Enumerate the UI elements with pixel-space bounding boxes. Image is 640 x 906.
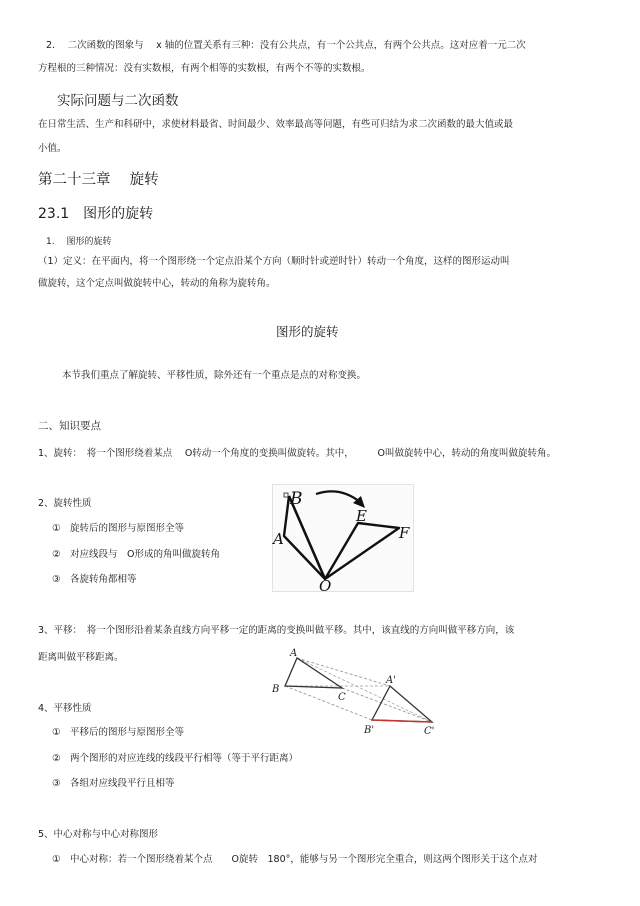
list-item: ③ 各旋转角都相等 (52, 574, 137, 585)
point-a-label: A (273, 530, 284, 548)
point-e-label: E (356, 507, 367, 525)
translation-figure (268, 646, 444, 740)
point-b-prime-label: B' (364, 725, 375, 736)
rotation-properties-heading: 2、旋转性质 (38, 498, 92, 509)
point-a-prime-label: A' (386, 675, 396, 686)
point-o-label: O (319, 577, 332, 592)
chapter-heading: 第二十三章 旋转 (38, 172, 159, 188)
point-b-label: B (290, 489, 303, 509)
list-item: ③ 各组对应线段平行且相等 (52, 778, 175, 789)
translation-properties-heading: 4、平移性质 (38, 703, 92, 714)
point-c-prime-label: C' (424, 726, 435, 737)
paragraph-line: 方程根的三种情况：没有实数根，有两个相等的实数根，有两个不等的实数根。 (38, 63, 371, 74)
points-heading: 二、知识要点 (38, 420, 101, 432)
paragraph-line: 做旋转，这个定点叫做旋转中心，转动的角称为旋转角。 (38, 278, 276, 289)
paragraph-line: 小值。 (38, 143, 67, 154)
rotation-definition: 1、旋转： 将一个图形绕着某点 O转动一个角度的变换叫做旋转。其中， O叫做旋转中心，转动的角度叫做旋转角。 (38, 448, 557, 459)
point-b-label: B (272, 684, 280, 695)
point-f-label: F (399, 524, 410, 542)
list-item: ② 对应线段与 O形成的角叫做旋转角 (52, 549, 220, 560)
subheading-practical: 实际问题与二次函数 (57, 93, 179, 109)
paragraph-line: 本节我们重点了解旋转、平移性质，除外还有一个重点是点的对称变换。 (62, 370, 367, 381)
centered-title: 图形的旋转 (276, 324, 339, 339)
point-a-label: A (290, 648, 298, 659)
list-item: ① 旋转后的图形与原图形全等 (52, 523, 185, 534)
section-heading: 23.1 图形的旋转 (38, 206, 154, 222)
paragraph-line: （1）定义：在平面内，将一个图形绕一个定点沿某个方向（顺时针或逆时针）转动一个角度，这样的图形运动叫 (38, 256, 510, 267)
list-item: ② 两个图形的对应连线的线段平行相等（等于平行距离） (52, 753, 299, 764)
paragraph-line: 在日常生活、生产和科研中，求使材料最省、时间最少、效率最高等问题，有些可归结为求二次函数的最大值或最 (38, 119, 514, 130)
list-item: 1. 图形的旋转 (46, 237, 112, 247)
list-item: ① 平移后的图形与原图形全等 (52, 727, 185, 738)
rotation-figure (272, 484, 414, 592)
point-c-label: C (338, 692, 346, 703)
translation-definition: 3、平移： 将一个图形沿着某条直线方向平移一定的距离的变换叫做平移。其中，该直线的方向叫做平移方向，该 (38, 625, 515, 636)
paragraph-line: 2. 二次函数的图象与 x 轴的位置关系有三种：没有公共点，有一个公共点，有两个公共点。这对应着一元二次 (46, 40, 526, 51)
paragraph-line: 距离叫做平移距离。 (38, 652, 124, 663)
symmetry-heading: 5、中心对称与中心对称图形 (38, 829, 159, 840)
list-item: ① 中心对称：若一个图形绕着某个点 O旋转 180°，能够与另一个图形完全重合，则这两个图形关于这个点对 (52, 854, 538, 865)
